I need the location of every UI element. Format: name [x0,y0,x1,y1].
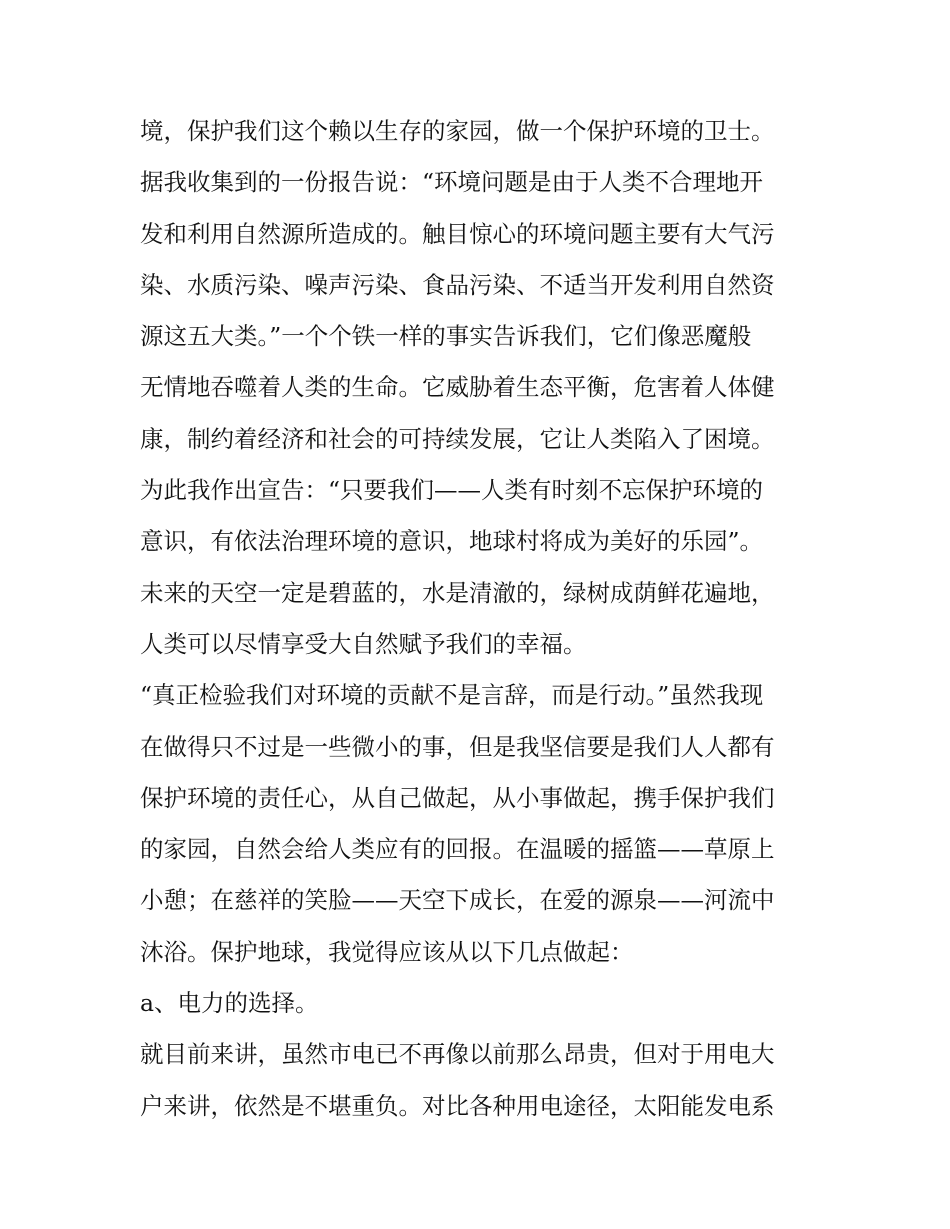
text-line: 未来的天空一定是碧蓝的，水是清澈的，绿树成荫鲜花遍地， [140,578,775,607]
text-line: 就目前来讲，虽然市电已不再像以前那么昂贵，但对于用电大 [140,1040,775,1069]
text-line: 人类可以尽情享受大自然赋予我们的幸福。 [140,629,587,658]
text-line: 沐浴。保护地球，我觉得应该从以下几点做起： [140,937,634,966]
text-line: 无情地吞噬着人类的生命。它威胁着生态平衡，危害着人体健 [140,373,775,402]
text-line: 源这五大类。”一个个铁一样的事实告诉我们，它们像恶魔般 [140,322,752,351]
body-text [140,106,830,1132]
text-line: 小憩；在慈祥的笑脸——天空下成长，在爱的源泉——河流中 [140,886,775,915]
text-line: 保护环境的责任心，从自己做起，从小事做起，携手保护我们 [140,783,775,812]
text-line: 户来讲，依然是不堪重负。对比各种用电途径，太阳能发电系 [140,1091,775,1120]
text-line: 染、水质污染、噪声污染、食品污染、不适当开发利用自然资 [140,270,775,299]
text-line: 的家园，自然会给人类应有的回报。在温暖的摇篮——草原上 [140,835,775,864]
text-line: 发和利用自然源所造成的。触目惊心的环境问题主要有大气污 [140,219,775,248]
text-line: 据我收集到的一份报告说：“环境问题是由于人类不合理地开 [140,168,764,197]
text-line: “真正检验我们对环境的贡献不是言辞，而是行动。”虽然我现 [140,681,764,710]
text-line: 康，制约着经济和社会的可持续发展，它让人类陷入了困境。 [140,424,775,453]
text-line: 为此我作出宣告：“只要我们——人类有时刻不忘保护环境的 [140,476,764,505]
text-line: 境，保护我们这个赖以生存的家园，做一个保护环境的卫士。 [140,117,775,145]
text-line: 在做得只不过是一些微小的事，但是我坚信要是我们人人都有 [140,732,775,761]
text-line: 意识，有依法治理环境的意识，地球村将成为美好的乐园”。 [140,527,764,556]
list-item-heading: a、电力的选择。 [140,989,319,1018]
